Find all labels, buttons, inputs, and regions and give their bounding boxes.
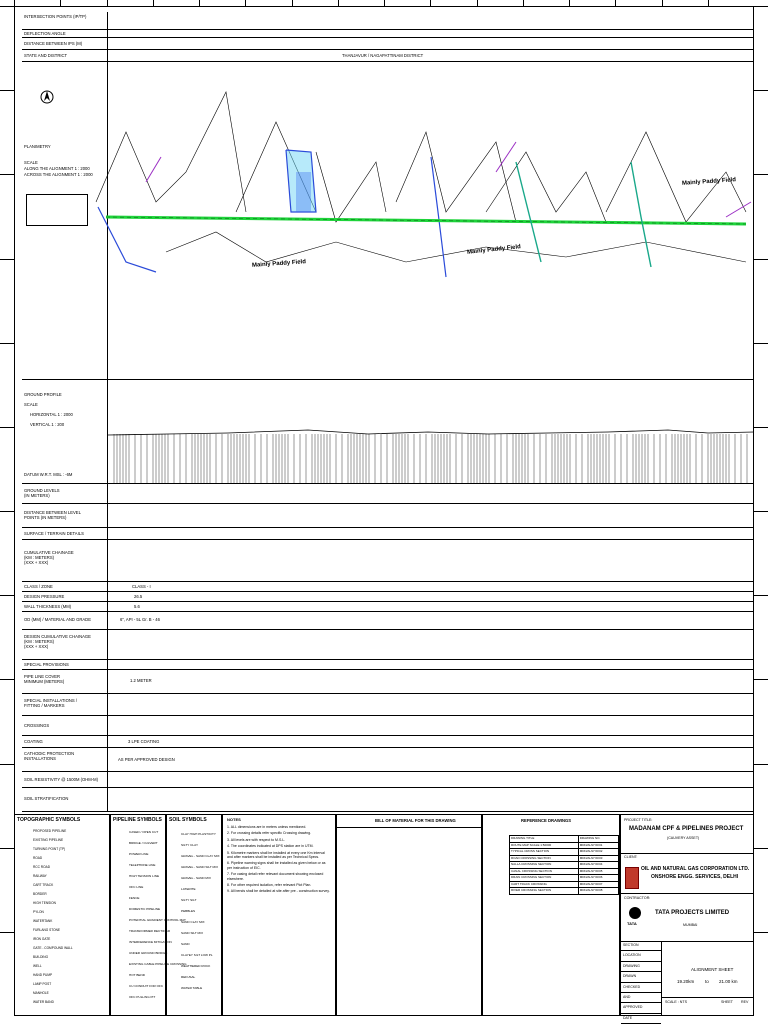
coating-label: COATING [24, 739, 43, 744]
special-installations-label: SPECIAL INSTALLATIONS / FITTING / MARKERS [24, 698, 77, 708]
planimetry-title: PLANIMETRY [24, 144, 51, 149]
design-chainage-label: DESIGN CUMULATIVE CHAINAGE (KM : METERS) (XXX + XXX) [24, 634, 91, 649]
topo-item: GATE - COMPOUND WALL [33, 946, 73, 950]
pipe-item: UNDER GROUND BRIDGE [129, 951, 168, 955]
pipe-item: EXISTING CABLE PIPELINE CROSSING [129, 962, 187, 966]
pipe-item: INTERFERENCE MITIGATION [129, 940, 172, 944]
pipe-item: BRIDGE / CULVERT [129, 841, 158, 845]
topo-item: PROPOSED PIPELINE [33, 829, 67, 833]
pipe-item: OFC PULLING PIT [129, 995, 156, 999]
pipeline-legend-title: PIPELINE SYMBOLS [113, 817, 162, 823]
soil-item: WEATHERED ROCK [181, 964, 211, 968]
wall-thickness-label: WALL THICKNESS (MM) [24, 604, 72, 609]
title-block-field: SECTION [621, 941, 661, 951]
note-item: 3. All levels are with respect to M.S.L. [227, 837, 286, 842]
title-block [620, 814, 754, 1020]
topo-item: MANHOLE [33, 991, 49, 995]
ongc-logo-icon [625, 867, 639, 889]
wall-thickness-row [22, 602, 754, 612]
reference-title: REFERENCE DRAWINGS [521, 818, 572, 823]
km-to-label: to [705, 979, 709, 984]
pipe-item: TELEPHONE LINE [129, 863, 156, 867]
soil-stratification-row [22, 788, 754, 812]
reference-drawing-no: MDN/ALN/YD/06 [578, 875, 618, 882]
reference-row [510, 888, 619, 895]
pipe-item: CASED / OPEN CUT [129, 830, 159, 834]
topo-item: HIGH TENSION [33, 901, 56, 905]
ground-profile-scale-label: SCALE [24, 402, 38, 407]
special-provisions-label: SPECIAL PROVISIONS [24, 662, 69, 667]
title-block-field: AND [621, 993, 661, 1003]
contractor-label: CONTRACTOR: [624, 896, 651, 900]
soil-item: CLAYEY SILT LOW PL [181, 953, 213, 957]
field-label-1: Mainly Paddy Field [251, 259, 307, 269]
client-name: OIL AND NATURAL GAS CORPORATION LTD. [641, 866, 750, 872]
km-from: 19.20km [677, 979, 695, 984]
pipe-item: POTENTIAL GRADIENT CONTROL MAT [129, 918, 186, 922]
reference-drawing-title: ROUTE MAP SCALE 1:50000 [510, 842, 579, 849]
ground-profile-horizontal: HORIZONTAL 1 : 2000 [30, 412, 73, 417]
reference-col-no: DRAWING NO. [578, 836, 618, 843]
title-block-field: LOCATION [621, 951, 661, 961]
note-item: 1. ALL dimensions are in meters unless mentioned. [227, 825, 307, 829]
state-district-value: THANJAVUR / NAGAPATTINAM DISTRICT [342, 53, 424, 58]
crossings-label: CROSSINGS [24, 723, 50, 728]
reference-drawing-title: RIVER CROSSING SECTION [510, 888, 579, 895]
soil-item: SILTY SILT [181, 898, 197, 902]
ground-profile-datum: DATUM W.R.T. MSL : -6M [24, 472, 73, 477]
rev-label: REV [741, 1000, 749, 1004]
pipe-item: POWER LINE [129, 852, 149, 856]
soil-item: WATER TABLE [181, 986, 203, 990]
planimetry-scale-label: SCALE [24, 160, 38, 165]
design-pressure-value: 26.5 [134, 594, 143, 599]
note-item: 5. Kilometre markers shall be installed at every one Km interval and after markers shall be installed as per Technical Specs. [227, 850, 325, 860]
bom-block [336, 814, 482, 1016]
class-zone-row [22, 582, 754, 592]
pipe-item: TRANSFORMER RECTIFIER [129, 929, 171, 933]
pipe-item: DOMESTIC PIPELINE [129, 907, 161, 911]
pipe-item: CU CONDUIT FOR OFC [129, 984, 164, 988]
pipe-item: HOT BEND [129, 973, 145, 977]
soil-item: SAND CLAY MIX [181, 920, 205, 924]
tata-logo-icon [629, 907, 641, 919]
title-block-field: APPROVED [621, 1003, 661, 1013]
reference-drawing-title: ROAD CROSSING SECTION [510, 855, 579, 862]
soil-item: SAND SILT MIX [181, 931, 204, 935]
distance-between-ips-label: DISTANCE BETWEEN IPS (M) [24, 41, 83, 46]
note-item: 7. For casing detail refer relevant document showing enclosed elsewhere. [227, 872, 324, 881]
note-item: 2. For crossing details refer specific Crossing drawing. [227, 831, 312, 836]
topo-item: IRON GATE [33, 937, 51, 941]
topo-item: TURNING POINT (TP) [33, 847, 66, 851]
soil-item: SILTY CLAY [181, 843, 199, 847]
notes-title: NOTES [227, 817, 241, 822]
reference-drawing-no: MDN/ALN/YD/05 [578, 868, 618, 875]
pipe-item: HIGH TENSION LINE [129, 874, 160, 878]
cumulative-chainage-row [22, 540, 754, 582]
soil-legend [166, 814, 222, 1016]
reference-drawing-title: NALLA CROSSING SECTION [510, 862, 579, 869]
ground-profile-chart [108, 380, 754, 484]
soil-item: SAND [181, 942, 190, 946]
planimetry-section [22, 62, 754, 380]
distance-between-ips-row [22, 38, 754, 50]
title-block-field: DRAWING [621, 962, 661, 972]
soil-resistivity-label: SOIL RESISTIVITY @ 1500M (OHM-M) [24, 777, 99, 782]
title-block-field: DATE [621, 1014, 661, 1024]
pipe-item: OFC LINE [129, 885, 144, 889]
reference-col-title: DRAWING TITLE [510, 836, 579, 843]
reference-drawing-no: MDN/ALN/YD/03 [578, 855, 618, 862]
special-provisions-row [22, 660, 754, 670]
planimetry-along-scale: ALONG THE ALIGNMENT 1 : 2000 [24, 166, 90, 171]
reference-drawing-title: TYPICAL CROSS SECTION [510, 849, 579, 856]
surface-terrain-label: SURFACE / TERRAIN DETAILS [24, 531, 84, 536]
title-block-field: DRAWN [621, 972, 661, 982]
reference-drawings-block [482, 814, 620, 1016]
reference-drawing-no: MDN/ALN/YD/04 [578, 862, 618, 869]
coating-value: 3 LPE COATING [128, 739, 160, 744]
topo-item: WATERTANK [33, 919, 53, 923]
soil-legend-title: SOIL SYMBOLS [169, 817, 207, 823]
tp-coordinates-table [26, 194, 88, 226]
od-material-label: OD (MM) / MATERIAL AND GRADE [24, 617, 92, 622]
project-title: MADANAM CPF & PIPELINES PROJECT [629, 826, 744, 832]
topo-item: WELL [33, 964, 42, 968]
topographic-legend-title: TOPOGRAPHIC SYMBOLS [17, 817, 81, 823]
state-district-label: STATE AND DISTRICT [24, 53, 68, 58]
title-block-field: CHECKED [621, 983, 661, 993]
topo-item: CART TRACK [33, 883, 54, 887]
note-item: 6. Pipeline warning signs shall be installed as given below or as per instruction of EIC. [227, 861, 326, 870]
topo-item: WATER BAND [33, 1000, 54, 1004]
class-zone-label: CLASS / ZONE [24, 584, 53, 589]
cathodic-protection-label: CATHODIC PROTECTION INSTALLATIONS [24, 751, 75, 761]
north-arrow-icon [40, 90, 54, 104]
bom-title: BILL OF MATERIAL FOR THIS DRAWING [375, 818, 456, 823]
cumulative-chainage-label: CUMULATIVE CHAINAGE (KM : METERS) (XXX + XXX) [24, 550, 74, 565]
design-pressure-label: DESIGN PRESSURE [24, 594, 65, 599]
topo-item: ROAD [33, 856, 43, 860]
scale-text: SCALE : NTS [665, 1000, 687, 1004]
topo-item: LAMP POST [33, 982, 52, 986]
soil-item: CLAY HIGH PLASTICITY [181, 832, 216, 836]
pipe-line-cover-row [22, 670, 754, 694]
sheet-label: SHEET [721, 1000, 733, 1004]
cathodic-protection-row [22, 748, 754, 772]
soil-item: PEBBLES [181, 909, 196, 913]
right-grid-ruler [754, 6, 768, 1016]
ground-profile-section [22, 380, 754, 484]
topo-item: BORDER [33, 892, 47, 896]
reference-drawing-no: MDN/ALN/YD/02 [578, 849, 618, 856]
topo-item: RCC ROAD [33, 865, 51, 869]
surface-terrain-row [22, 528, 754, 540]
project-sub: (CAUVERY ASSET) [667, 836, 700, 840]
ground-profile-vertical: VERTICAL 1 : 200 [30, 422, 65, 427]
soil-resistivity-row [22, 772, 754, 788]
contractor-city: MUMBAI [683, 923, 698, 927]
topo-item: RAILWAY [33, 874, 47, 878]
notes-block [222, 814, 336, 1016]
reference-drawing-no: MDN/ALN/YD/01 [578, 842, 618, 849]
intersection-points-label: INTERSECTION POINTS (IP/TP) [24, 14, 87, 19]
ground-levels-label: GROUND LEVELS (IN METERS) [24, 488, 60, 498]
state-district-row [22, 50, 754, 62]
reference-drawing-title: DRAIN CROSSING SECTION [510, 875, 579, 882]
soil-item: GRAVEL - SAND MIX [181, 876, 211, 880]
wall-thickness-value: 5.6 [134, 604, 140, 609]
topo-item: PYLON [33, 910, 44, 914]
special-installations-row [22, 694, 754, 716]
ground-levels-row [22, 484, 754, 504]
design-pressure-row [22, 592, 754, 602]
od-material-value: 6", API - 5L Gr. B - 46 [120, 617, 160, 622]
client-label: CLIENT: [624, 855, 638, 859]
reference-drawing-title: CANAL CROSSING SECTION [510, 868, 579, 875]
note-item: 9. All bends shall be detailed at site after pre - construction survey. [227, 889, 330, 894]
soil-item: GRAVEL - SAND SILT MIX [181, 865, 219, 869]
tata-logo-text: TATA [627, 921, 637, 926]
soil-stratification-label: SOIL STRATIFICATION [24, 796, 69, 801]
client-sub: ONSHORE ENGG. SERVICES, DELHI [651, 874, 739, 880]
intersection-points-row [22, 12, 754, 30]
class-zone-value: CLASS - I [132, 584, 151, 589]
topographic-legend [14, 814, 110, 1016]
soil-item: GRAVEL - SAND CLAY MIX [181, 854, 220, 858]
topo-item: BUILDING [33, 955, 49, 959]
reference-drawing-title: CART TRACK CROSSING [510, 881, 579, 888]
distance-level-points-row [22, 504, 754, 528]
planimetry-across-scale: ACROSS THE ALIGNMENT 1 : 2000 [24, 172, 93, 177]
planimetry-map [86, 62, 754, 380]
deflection-angle-label: DEFLECTION ANGLE [24, 31, 66, 36]
pipe-item: FENCE [129, 896, 140, 900]
ground-profile-title: GROUND PROFILE [24, 392, 62, 397]
reference-drawing-no: MDN/ALN/YD/08 [578, 888, 618, 895]
topo-item: FURLANG STONE [33, 928, 61, 932]
left-grid-ruler [0, 6, 14, 1016]
project-title-label: PROJECT TITLE: [624, 818, 653, 822]
note-item: 8. For other required isolation, refer relevant Plot Plan. [227, 883, 312, 888]
pipe-line-cover-label: PIPE LINE COVER MINIMUM (METERS) [24, 674, 65, 684]
contractor-name: TATA PROJECTS LIMITED [655, 910, 730, 916]
deflection-angle-row [22, 30, 754, 38]
soil-item: LATERITE [181, 887, 196, 891]
sheet-title: ALIGNMENT SHEET [691, 967, 734, 972]
cathodic-protection-value: AS PER APPROVED DESIGN [118, 757, 175, 762]
pipe-line-cover-value: 1.2 METER [130, 678, 152, 683]
field-label-2: Mainly Paddy Field [466, 244, 522, 256]
note-item: 4. The coordinates indicated at DPS station are in UTM. [227, 844, 314, 849]
distance-level-points-label: DISTANCE BETWEEN LEVEL POINTS (IN METERS) [24, 510, 81, 520]
od-material-row [22, 612, 754, 630]
topo-item: EXISTING PIPELINE [33, 838, 64, 842]
crossings-row [22, 716, 754, 736]
reference-table [509, 835, 619, 895]
field-label-3: Mainly Paddy Field [681, 177, 737, 187]
coating-row [22, 736, 754, 748]
topo-item: HAND PUMP [33, 973, 53, 977]
km-to: 21.00 km [719, 979, 738, 984]
design-chainage-row [22, 630, 754, 660]
soil-item: REFUSAL [181, 975, 196, 979]
reference-drawing-no: MDN/ALN/YD/07 [578, 881, 618, 888]
